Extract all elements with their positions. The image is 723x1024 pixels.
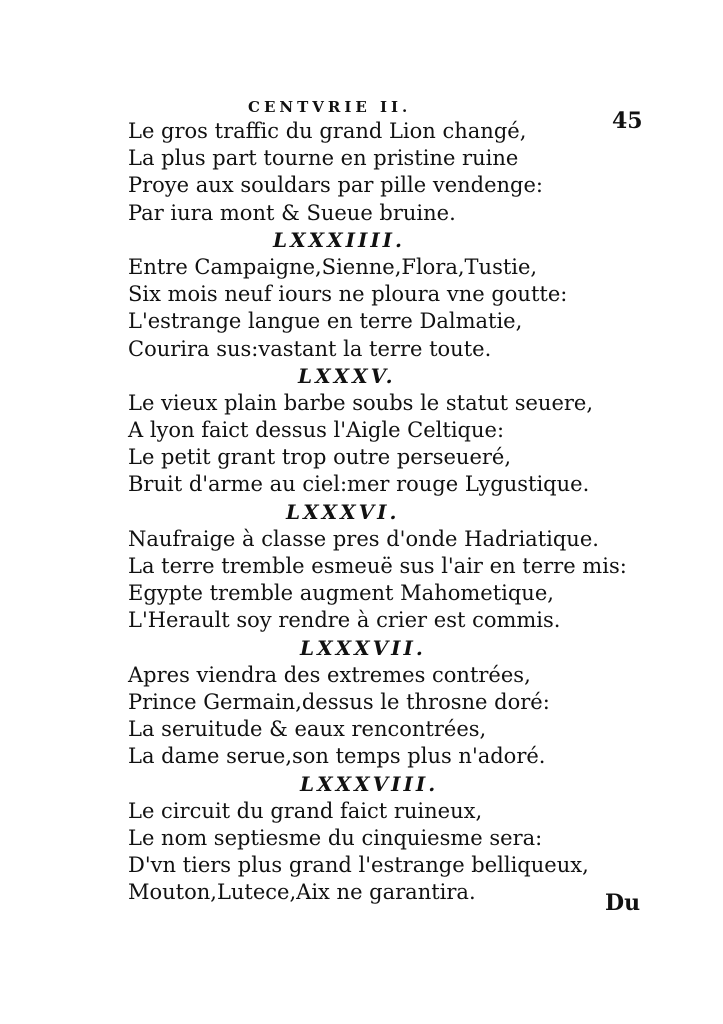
- quatrain-88: [128, 771, 608, 907]
- catchword: Du: [605, 890, 641, 916]
- verse-line: Entre Campaigne,Sienne,Flora,Tustie,: [128, 254, 538, 279]
- quatrain-numeral: LXXXVII.: [300, 635, 426, 660]
- verse-line: La dame serue,son temps plus n'adoré.: [128, 744, 546, 769]
- quatrain-86: [128, 499, 627, 635]
- quatrain-text-block: [128, 118, 627, 906]
- verse-line: Egypte tremble augment Mahometique,: [128, 581, 554, 606]
- verse-line: Prince Germain,dessus le throsne doré:: [128, 689, 550, 714]
- verse-line: A lyon faict dessus l'Aigle Celtique:: [128, 418, 505, 443]
- verse-line: Le petit grant trop outre perseueré,: [128, 445, 512, 470]
- verse-line: La plus part tourne en pristine ruine: [128, 146, 519, 171]
- verse-line: La seruitude & eaux rencontrées,: [128, 717, 487, 742]
- verse-line: Mouton,Lutece,Aix ne garantira.: [128, 880, 476, 905]
- verse-line: L'Herault soy rendre à crier est commis.: [128, 608, 561, 633]
- verse-line: Le circuit du grand faict ruineux,: [128, 798, 483, 823]
- verse-line: Par iura mont & Sueue bruine.: [128, 200, 456, 225]
- page-number: 45: [612, 108, 643, 134]
- quatrain-85: [128, 363, 608, 499]
- quatrain-numeral: LXXXVIII.: [300, 771, 439, 796]
- verse-line: D'vn tiers plus grand l'estrange belliqueux,: [128, 853, 589, 878]
- verse-line: Naufraige à classe pres d'onde Hadriatique.: [128, 526, 599, 551]
- quatrain-84: [128, 227, 608, 363]
- verse-line: Le vieux plain barbe soubs le statut seuere,: [128, 390, 594, 415]
- verse-line: Apres viendra des extremes contrées,: [128, 662, 531, 687]
- quatrain-numeral: LXXXVI.: [286, 499, 400, 524]
- verse-line: La terre tremble esmeuë sus l'air en terre mis:: [128, 554, 627, 578]
- verse-line: Le gros traffic du grand Lion changé,: [128, 119, 527, 143]
- verse-line: Proye aux souldars par pille vendenge:: [128, 173, 543, 198]
- running-head: CENTVRIE II.: [248, 98, 412, 116]
- verse-line: L'estrange langue en terre Dalmatie,: [128, 309, 523, 334]
- quatrain-numeral: LXXXV.: [298, 363, 396, 388]
- verse-line: Bruit d'arme au ciel:mer rouge Lygustique.: [128, 472, 590, 497]
- verse-line: Courira sus:vastant la terre toute.: [128, 336, 492, 361]
- verse-line: Le nom septiesme du cinquiesme sera:: [128, 825, 543, 850]
- verse-line: Six mois neuf iours ne ploura vne goutte:: [128, 282, 568, 307]
- quatrain-83: [128, 118, 608, 227]
- quatrain-87: [128, 635, 608, 771]
- quatrain-numeral: LXXXIIII.: [273, 227, 405, 252]
